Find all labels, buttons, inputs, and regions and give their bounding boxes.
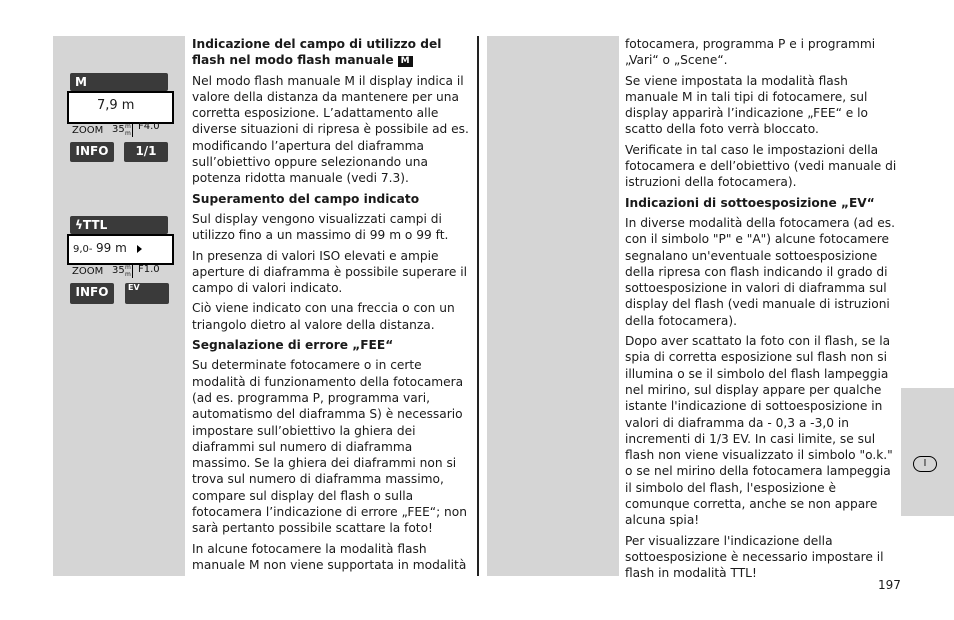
paragraph: In alcune fotocamere la modalità flash manuale M non viene supportata in modalità	[192, 541, 467, 572]
lcd-distance-box	[67, 91, 174, 124]
section-heading-ev: Indicazioni di sottoesposizione „EV“	[625, 195, 875, 210]
lcd-zoom-label: ZOOM	[72, 266, 104, 277]
paragraph: Nel modo flash manuale M il display indica il valore della distanza da mantenere per una corretta esposizione. L’adattamento alle diverse situazioni di ripresa è possibile ad es. modificando l’apertura del diaframma sull’obiettivo oppure selezionando una potenza ridotta manuale (vedi 7.3).	[192, 73, 469, 186]
lcd-aperture: F1.0	[138, 264, 160, 275]
right-margin-panel	[487, 36, 619, 576]
paragraph: Verificate in tal caso le impostazioni della fotocamera e dell’obiettivo (vedi manuale di istruzioni della fotocamera).	[625, 142, 897, 190]
lcd-range-prefix: 9,0-	[73, 244, 93, 255]
info-button[interactable]: INFO	[70, 283, 114, 304]
lcd-aperture: F4.0	[138, 121, 160, 132]
column-divider	[477, 36, 479, 576]
range-exceeded-arrow-icon	[137, 245, 142, 253]
right-text-column	[625, 36, 897, 586]
language-tab[interactable]	[901, 388, 954, 516]
section-heading-exceeding: Superamento del campo indicato	[192, 191, 420, 206]
language-tab-label: I	[913, 456, 937, 472]
lcd-range-value: 99 m	[96, 241, 127, 255]
paragraph: Su determinate fotocamere o in certe modalità di funzionamento della fotocamera (ad es. programma P, programma vari, automatismo del diaframma S) è necessario impostare sull’obiettivo la ghiera dei diaframmi sul numero di diaframma massimo. Se la ghiera dei diaframmi non si trova sul numero di diaframma massimo, compare sul display del flash o sulla fotocamera l’indicazione di errore „FEE“; non sarà pertanto possibile scattare la foto!	[192, 358, 467, 536]
lcd-zoom-value: 35	[112, 265, 125, 276]
info-button[interactable]: INFO	[70, 142, 114, 162]
ev-button[interactable]	[125, 283, 169, 304]
lcd-range-box	[67, 234, 174, 265]
paragraph: In presenza di valori ISO elevati e ampie aperture di diaframma è possibile superare il campo di valori indicato.	[192, 248, 467, 296]
lcd-divider	[132, 123, 133, 137]
lcd-zoom-value: 35	[112, 124, 125, 135]
paragraph: Dopo aver scattato la foto con il flash, se la spia di corretta esposizione sul flash non si illumina o se il simbolo del flash lampeggia nel mirino, sul display appare per qualche istante l'indicazione di sottoesposizione in valori di diaframma da - 0,3 a -3,0 in incrementi di 1/3 EV. In casi limite, se sul flash non viene visualizzato il simbolo "o.k." o se nel mirino della fotocamera lampeggia il simbolo del flash, l'esposizione è comunque corretta, anche se non appare alcuna spia!	[625, 334, 893, 528]
paragraph: Per visualizzare l'indicazione della sottoesposizione è necessario impostare il flash in modalità TTL!	[625, 533, 884, 581]
manual-mode-badge: M	[398, 56, 413, 67]
section-heading-fee: Segnalazione di errore „FEE“	[192, 338, 394, 353]
paragraph: Sul display vengono visualizzati campi di utilizzo fino a un massimo di 99 m o 99 ft.	[192, 211, 449, 243]
section-heading-range: Indicazione del campo di utilizzo del flash nel modo flash manuale M	[192, 37, 442, 68]
lcd-mode-bar: M	[70, 73, 168, 91]
left-text-column	[192, 36, 470, 577]
paragraph: Se viene impostata la modalità flash manuale M in tali tipi di fotocamere, sul display apparirà l’indicazione „FEE“ e lo scatto della foto verrà bloccato.	[625, 73, 868, 137]
lcd-divider	[132, 264, 133, 278]
lcd-distance-value: 7,9 m	[97, 98, 135, 113]
paragraph: fotocamera, programma P e i programmi „Vari“ o „Scene“.	[625, 37, 876, 68]
paragraph: Ciò viene indicato con una freccia o con un triangolo dietro al valore della distanza.	[192, 301, 455, 332]
lcd-zoom-label: ZOOM	[72, 125, 104, 136]
page-number: 197	[878, 578, 901, 592]
lcd-display-ttl	[70, 216, 170, 308]
lcd-zoom-unit-top: m	[125, 264, 131, 271]
lcd-display-manual	[70, 73, 170, 165]
ratio-button[interactable]: 1/1	[124, 142, 168, 162]
paragraph: In diverse modalità della fotocamera (ad es. con il simbolo "P" e "A") alcune fotocamere segnalano un'eventuale sottoesposizione della ripresa con flash indicando il grado di sottoesposizione in valori di diaframma sul display del flash (vedi manuale di istruzioni della fotocamera).	[625, 215, 895, 328]
lcd-zoom-unit-bottom: m	[125, 130, 131, 137]
lcd-zoom-unit-top: m	[125, 123, 131, 130]
lcd-mode-bar: ϟTTL	[70, 216, 168, 234]
ev-label: EV	[128, 283, 140, 292]
lcd-zoom-unit-bottom: m	[125, 271, 131, 278]
